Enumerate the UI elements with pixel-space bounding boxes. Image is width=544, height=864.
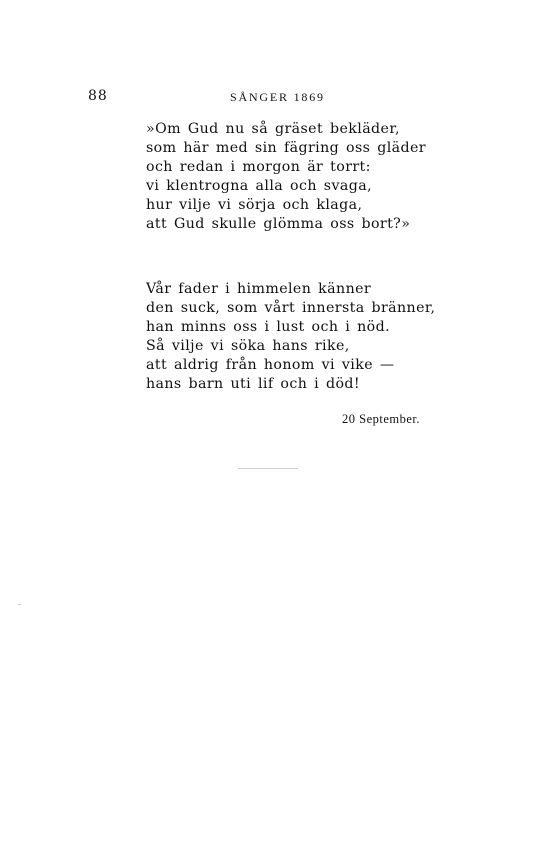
poem-line: han minns oss i lust och i nöd. <box>146 319 390 335</box>
poem-line: hur vilje vi sörja och klaga, <box>146 197 363 213</box>
poem-line: vi klentrogna alla och svaga, <box>146 178 372 194</box>
poem-line: »Om Gud nu så gräset bekläder, <box>146 121 400 137</box>
poem-line: och redan i morgon är torrt: <box>146 159 371 175</box>
poem-line: som här med sin fägring oss gläder <box>146 140 426 156</box>
scan-mark <box>238 468 298 469</box>
poem-line: att Gud skulle glömma oss bort?» <box>146 216 411 232</box>
page-number: 88 <box>88 88 108 104</box>
stanza-1 <box>146 120 426 234</box>
scan-mark <box>18 604 21 605</box>
poem-date: 20 September. <box>342 412 421 426</box>
poem-line: att aldrig från honom vi vike — <box>146 357 395 373</box>
poem-line: hans barn uti lif och i död! <box>146 376 361 392</box>
running-head: SÅNGER 1869 <box>230 90 325 104</box>
poem-line: Vår fader i himmelen känner <box>146 281 372 297</box>
poem-line: Så vilje vi söka hans rike, <box>146 338 350 354</box>
stanza-2 <box>146 280 435 394</box>
poem-line: den suck, som vårt innersta bränner, <box>146 300 436 316</box>
